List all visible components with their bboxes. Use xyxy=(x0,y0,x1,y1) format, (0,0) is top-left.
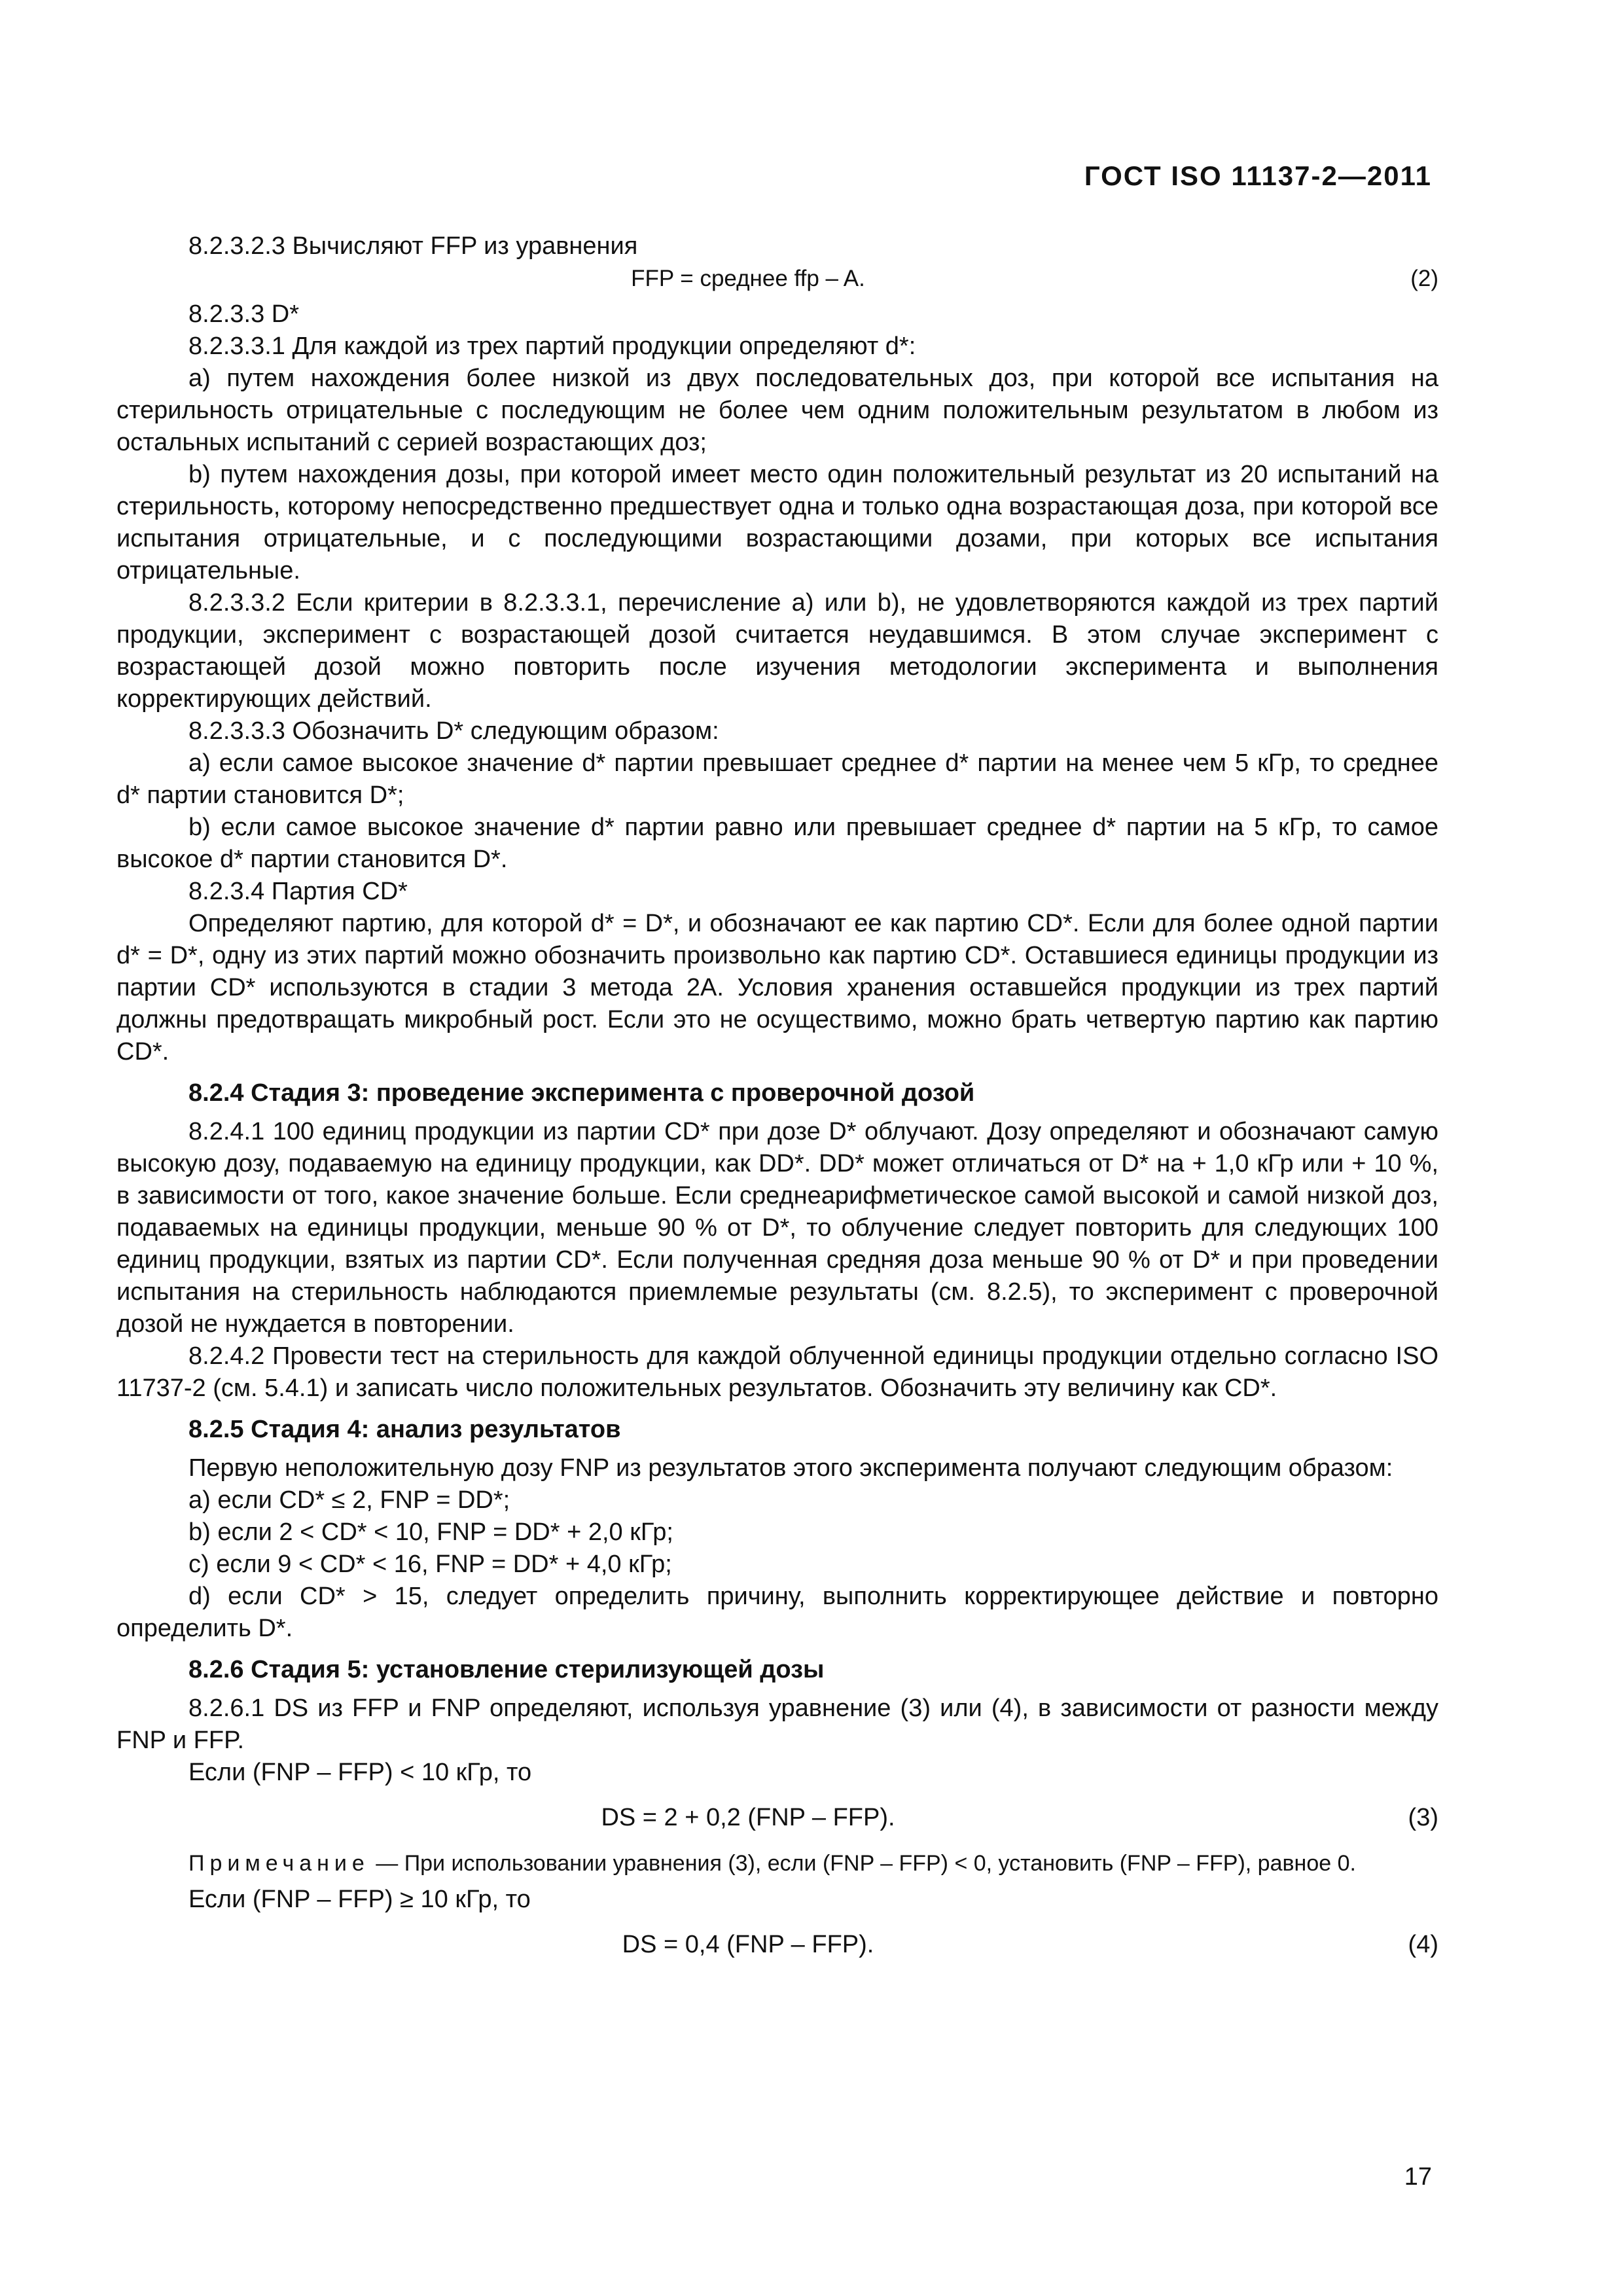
clause-8-2-3-3: 8.2.3.3 D* xyxy=(188,300,299,328)
clause-8-2-5-item-a: а) если CD* ≤ 2, FNP = DD*; xyxy=(188,1486,510,1514)
clause-8-2-3-3-1-item-b: b) путем нахождения дозы, при которой имеет место один положительный результат из 20 испытаний на стерильность, которому непосредственно предшествует одна и только одна возрастающая доза, при которой все испытания отрицательные, и с последующими возрастающими дозами, при которых все испытания отрицательные. xyxy=(116,461,1438,584)
page-number: 17 xyxy=(1404,2163,1432,2191)
note xyxy=(116,1848,1438,1878)
clause-8-2-5-item-b: b) если 2 < CD* < 10, FNP = DD* + 2,0 кГр; xyxy=(188,1518,673,1546)
equation-2-number: (2) xyxy=(1410,266,1438,291)
clause-8-2-3-3-1-item-a: а) путем нахождения более низкой из двух последовательных доз, при которой все испытания на стерильность отрицательные с последующим не более чем одним положительным результатом в любом из остальных испытаний с серией возрастающих доз; xyxy=(116,365,1438,456)
clause-8-2-3-3-3-item-b: b) если самое высокое значение d* партии равно или превышает среднее d* партии на 5 кГр, то самое высокое d* партии становится D*. xyxy=(116,814,1438,873)
equation-4-number: (4) xyxy=(1408,1931,1438,1958)
equation-4-body: DS = 0,4 (FNP – FFP). xyxy=(622,1931,874,1958)
note-text: — При использовании уравнения (3), если (FNP – FFP) < 0, установить (FNP – FFP), равное 0. xyxy=(369,1851,1356,1876)
equation-2-body: FFP = среднее ffp – A. xyxy=(631,266,865,291)
equation-3-body: DS = 2 + 0,2 (FNP – FFP). xyxy=(601,1804,895,1831)
clause-8-2-3-4: 8.2.3.4 Партия CD* xyxy=(188,878,408,905)
condition-equation-3: Если (FNP – FFP) < 10 кГр, то xyxy=(188,1759,532,1786)
clause-8-2-3-2-3: 8.2.3.2.3 Вычисляют FFP из уравнения xyxy=(188,232,638,260)
clause-8-2-6-1: 8.2.6.1 DS из FFP и FNP определяют, используя уравнение (3) или (4), в зависимости от разности между FNP и FFP. xyxy=(116,1695,1438,1754)
clause-8-2-3-3-1: 8.2.3.3.1 Для каждой из трех партий продукции определяют d*: xyxy=(188,332,916,360)
section-8-2-4-heading: 8.2.4 Стадия 3: проведение эксперимента с проверочной дозой xyxy=(188,1079,975,1107)
equation-3-number: (3) xyxy=(1408,1804,1438,1831)
clause-8-2-4-2: 8.2.4.2 Провести тест на стерильность для каждой облученной единицы продукции отдельно согласно ISO 11737-2 (см. 5.4.1) и записать число положительных результатов. Обозначить эту величину как CD*. xyxy=(116,1342,1438,1402)
clause-8-2-3-3-3: 8.2.3.3.3 Обозначить D* следующим образом: xyxy=(188,717,719,745)
document-body xyxy=(116,230,1438,1975)
equation-4 xyxy=(116,1929,1438,1961)
section-8-2-6-heading: 8.2.6 Стадия 5: установление стерилизующей дозы xyxy=(188,1656,825,1683)
clause-8-2-3-4-text: Определяют партию, для которой d* = D*, и обозначают ее как партию CD*. Если для более одной партии d* = D*, одну из этих партий можно обозначить произвольно как партию CD*. Оставшиеся единицы продукции из партии CD* используются в стадии 3 метода 2А. Условия хранения оставшейся продукции из трех партий должны предотвращать микробный рост. Если это не осуществимо, можно брать четвертую партию как партию CD*. xyxy=(116,910,1438,1066)
condition-equation-4: Если (FNP – FFP) ≥ 10 кГр, то xyxy=(188,1886,531,1913)
clause-8-2-5-item-d: d) если CD* > 15, следует определить причину, выполнить корректирующее действие и повторно определить D*. xyxy=(116,1583,1438,1642)
note-label: Примечание xyxy=(188,1851,370,1876)
clause-8-2-3-3-3-item-a: а) если самое высокое значение d* партии превышает среднее d* партии на менее чем 5 кГр, то среднее d* партии становится D*; xyxy=(116,749,1438,809)
standard-header: ГОСТ ISO 11137-2—2011 xyxy=(1084,160,1432,191)
clause-8-2-4-1: 8.2.4.1 100 единиц продукции из партии CD* при дозе D* облучают. Дозу определяют и обозначают самую высокую дозу, подаваемую на единицу продукции, как DD*. DD* может отличаться от D* на + 1,0 кГр или + 10 %, в зависимости от того, какое значение больше. Если среднеарифметическое самой высокой и самой низкой доз, подаваемых на единицы продукции, меньше 90 % от D*, то облучение следует повторить для следующих 100 единиц продукции, взятых из партии CD*. Если полученная средняя доза меньше 90 % от D* и при проведении испытания на стерильность наблюдаются приемлемые результаты (см. 8.2.5), то эксперимент с проверочной дозой не нуждается в повторении. xyxy=(116,1118,1438,1338)
equation-2 xyxy=(116,262,1438,295)
clause-8-2-3-3-2: 8.2.3.3.2 Если критерии в 8.2.3.3.1, перечисление а) или b), не удовлетворяются каждой из трех партий продукции, эксперимент с возрастающей дозой считается неудавшимся. В этом случае эксперимент с возрастающей дозой можно повторить после изучения методологии эксперимента и выполнения корректирующих действий. xyxy=(116,589,1438,713)
clause-8-2-5-item-c: с) если 9 < CD* < 16, FNP = DD* + 4,0 кГр; xyxy=(188,1551,672,1578)
clause-8-2-5-text: Первую неположительную дозу FNP из результатов этого эксперимента получают следующим образом: xyxy=(188,1454,1393,1482)
equation-3 xyxy=(116,1802,1438,1834)
section-8-2-5-heading: 8.2.5 Стадия 4: анализ результатов xyxy=(188,1416,621,1443)
